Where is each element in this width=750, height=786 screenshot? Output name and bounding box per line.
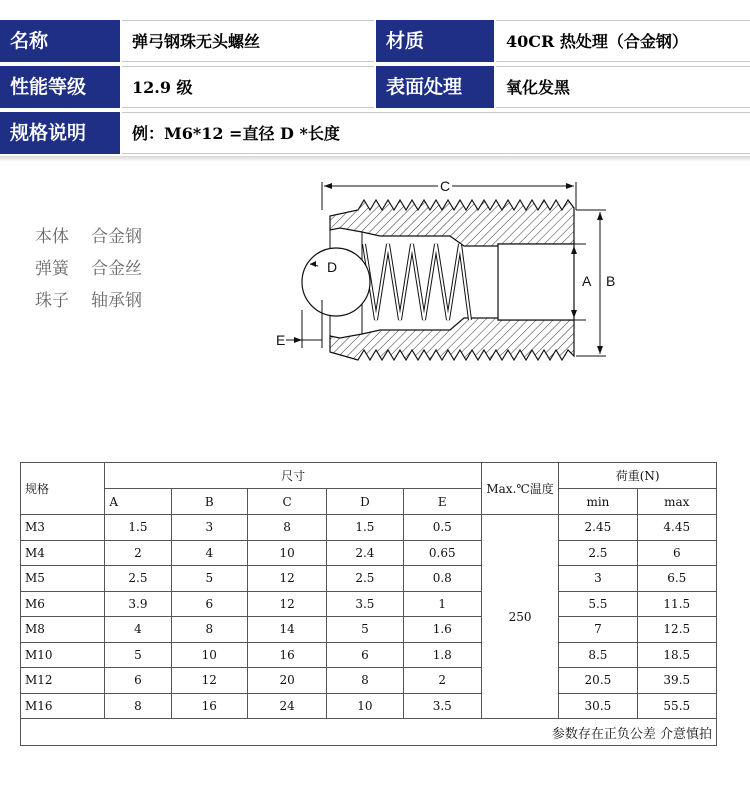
cell-min: 20.5 — [559, 668, 637, 694]
cell-c: 14 — [247, 617, 326, 643]
header-col-a: A — [105, 489, 171, 515]
header-col-b: B — [171, 489, 247, 515]
cell-c: 24 — [247, 693, 326, 719]
header-spec: 规格 — [21, 463, 105, 515]
header-col-e: E — [403, 489, 481, 515]
cell-a: 4 — [105, 617, 171, 643]
table-row — [21, 617, 717, 643]
cell-e: 1.6 — [403, 617, 481, 643]
cell-d: 6 — [327, 642, 403, 668]
cell-b: 12 — [171, 668, 247, 694]
label-b: B — [606, 273, 616, 289]
cell-c: 8 — [247, 515, 326, 541]
table-row — [21, 566, 717, 592]
cell-a: 5 — [105, 642, 171, 668]
cell-max: 6 — [637, 540, 716, 566]
cell-d: 8 — [327, 668, 403, 694]
legend-row-body — [35, 225, 142, 257]
cell-max: 39.5 — [637, 668, 716, 694]
cell-b: 8 — [171, 617, 247, 643]
spec-label-grade: 性能等级 — [0, 66, 120, 108]
cell-d: 3.5 — [327, 591, 403, 617]
spec-label-material: 材质 — [376, 20, 494, 62]
label-e: E — [276, 332, 286, 348]
cell-d: 5 — [327, 617, 403, 643]
header-temp: Max.℃温度 — [481, 463, 558, 515]
cell-d: 10 — [327, 693, 403, 719]
cell-max: 4.45 — [637, 515, 716, 541]
cell-e: 3.5 — [403, 693, 481, 719]
header-size: 尺寸 — [105, 463, 482, 489]
cell-c: 10 — [247, 540, 326, 566]
ball-plunger-drawing — [270, 170, 630, 370]
cell-b: 3 — [171, 515, 247, 541]
table-row — [21, 540, 717, 566]
label-c: C — [439, 178, 451, 194]
cell-e: 0.65 — [403, 540, 481, 566]
cell-b: 5 — [171, 566, 247, 592]
header-max: max — [637, 489, 716, 515]
cell-d: 2.5 — [327, 566, 403, 592]
cell-e: 0.5 — [403, 515, 481, 541]
cell-c: 20 — [247, 668, 326, 694]
table-row — [21, 642, 717, 668]
cell-a: 8 — [105, 693, 171, 719]
spec-value-name: 弹弓钢珠无头螺丝 — [122, 20, 374, 62]
spec-value-description: 例：M6*12 =直径 D *长度 — [122, 112, 750, 154]
cell-c: 16 — [247, 642, 326, 668]
cell-a: 2 — [105, 540, 171, 566]
cell-max: 6.5 — [637, 566, 716, 592]
cell-a: 2.5 — [105, 566, 171, 592]
table-row — [21, 668, 717, 694]
spec-row-name-material — [0, 20, 750, 64]
cell-max: 11.5 — [637, 591, 716, 617]
cell-b: 10 — [171, 642, 247, 668]
cell-max: 18.5 — [637, 642, 716, 668]
header-min: min — [559, 489, 637, 515]
cell-b: 16 — [171, 693, 247, 719]
legend-row-ball — [35, 289, 142, 321]
cell-spec: M6 — [21, 591, 105, 617]
cell-min: 2.5 — [559, 540, 637, 566]
cell-spec: M10 — [21, 642, 105, 668]
tolerance-note: 参数存在正负公差 介意慎拍 — [21, 719, 717, 746]
cell-min: 3 — [559, 566, 637, 592]
spec-value-surface: 氧化发黑 — [496, 66, 750, 108]
cell-min: 5.5 — [559, 591, 637, 617]
cell-a: 3.9 — [105, 591, 171, 617]
legend-part: 弹簧 — [35, 259, 69, 279]
cell-a: 1.5 — [105, 515, 171, 541]
label-d: D — [327, 259, 338, 275]
cell-min: 30.5 — [559, 693, 637, 719]
cell-max: 55.5 — [637, 693, 716, 719]
legend-part: 珠子 — [35, 291, 69, 311]
cell-spec: M5 — [21, 566, 105, 592]
cell-e: 2 — [403, 668, 481, 694]
cell-spec: M3 — [21, 515, 105, 541]
spec-label-description: 规格说明 — [0, 112, 120, 154]
cell-min: 7 — [559, 617, 637, 643]
cell-spec: M12 — [21, 668, 105, 694]
cell-e: 0.8 — [403, 566, 481, 592]
table-row — [21, 591, 717, 617]
spec-divider — [0, 156, 750, 162]
label-a: A — [582, 273, 592, 289]
cell-min: 2.45 — [559, 515, 637, 541]
legend-material: 合金丝 — [91, 259, 142, 279]
cell-d: 1.5 — [327, 515, 403, 541]
cell-e: 1 — [403, 591, 481, 617]
steel-ball — [302, 248, 370, 316]
cell-spec: M4 — [21, 540, 105, 566]
header-load: 荷重(N) — [559, 463, 717, 489]
cell-temp: 250 — [481, 515, 558, 719]
spec-value-grade: 12.9 级 — [122, 66, 374, 108]
cell-c: 12 — [247, 591, 326, 617]
cell-c: 12 — [247, 566, 326, 592]
cell-e: 1.8 — [403, 642, 481, 668]
spring — [364, 244, 470, 320]
cell-b: 4 — [171, 540, 247, 566]
cell-a: 6 — [105, 668, 171, 694]
spec-label-name: 名称 — [0, 20, 120, 62]
cell-b: 6 — [171, 591, 247, 617]
dimension-table — [20, 462, 717, 746]
header-col-d: D — [327, 489, 403, 515]
spec-label-surface: 表面处理 — [376, 66, 494, 108]
table-row — [21, 515, 717, 541]
cell-max: 12.5 — [637, 617, 716, 643]
cell-spec: M16 — [21, 693, 105, 719]
spec-row-description — [0, 112, 750, 156]
cell-min: 8.5 — [559, 642, 637, 668]
cell-d: 2.4 — [327, 540, 403, 566]
cell-spec: M8 — [21, 617, 105, 643]
legend-part: 本体 — [35, 227, 69, 247]
spec-row-grade-surface — [0, 66, 750, 110]
legend-row-spring — [35, 257, 142, 289]
table-row — [21, 693, 717, 719]
material-legend — [35, 225, 142, 321]
spec-value-material: 40CR 热处理（合金钢） — [496, 20, 750, 62]
header-col-c: C — [247, 489, 326, 515]
legend-material: 轴承钢 — [91, 291, 142, 311]
legend-material: 合金钢 — [91, 227, 142, 247]
